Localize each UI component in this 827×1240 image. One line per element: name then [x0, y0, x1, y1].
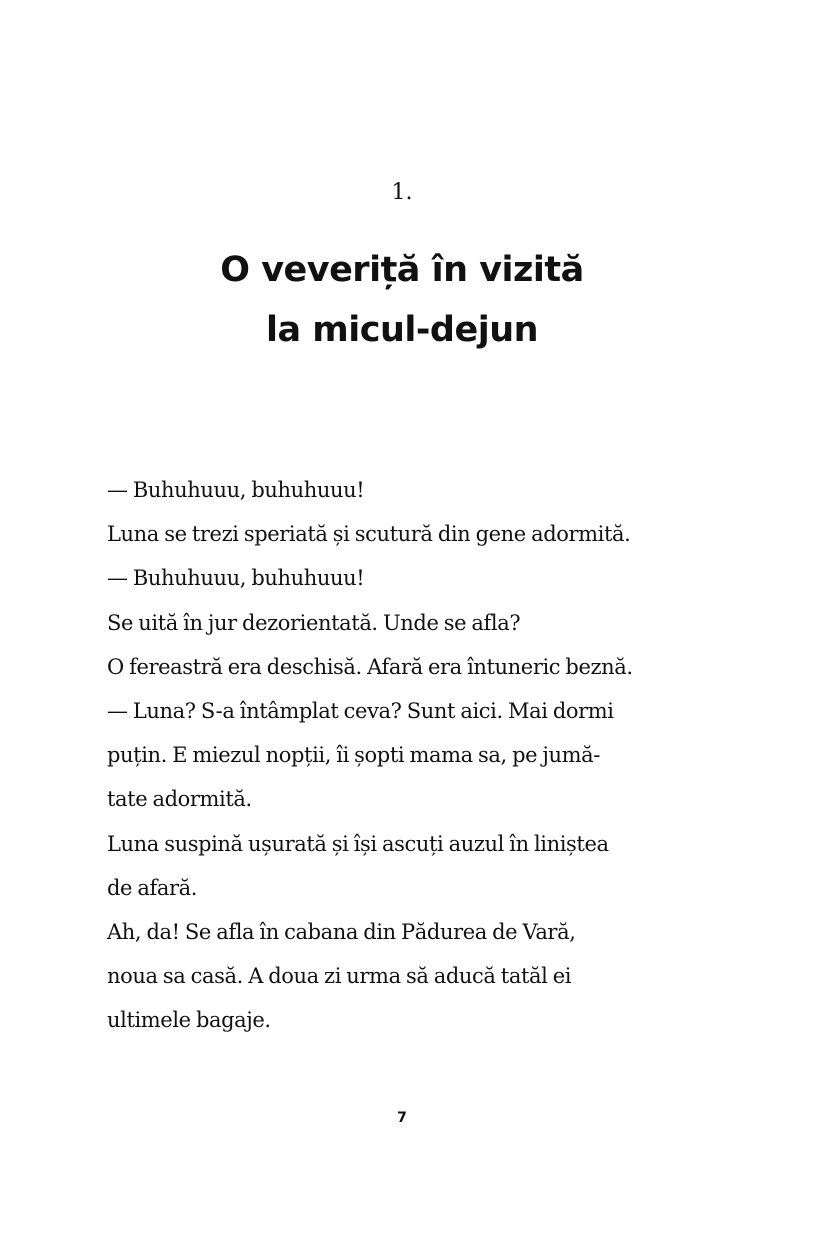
chapter-title-line: la micul-dejun — [265, 310, 539, 350]
text-line: de afară. — [107, 875, 197, 900]
text-line: puțin. E miezul nopții, îi șopti mama sa, pe jumă- — [107, 743, 600, 768]
body-text — [107, 468, 707, 1043]
chapter-number: 1. — [391, 180, 413, 205]
text-line: noua sa casă. A doua zi urma să aducă tatăl ei — [107, 964, 572, 989]
text-line: O fereastră era deschisă. Afară era întuneric beznă. — [107, 654, 633, 679]
text-line: — Luna? S-a întâmplat ceva? Sunt aici. Mai dormi — [107, 699, 614, 724]
text-line: Luna se trezi speriată și scutură din gene adormită. — [107, 522, 631, 547]
text-line: — Buhuhuuu, buhuhuuu! — [107, 478, 365, 502]
chapter-title-line: O veveriță în vizită — [220, 250, 584, 290]
text-line: Se uită în jur dezorientată. Unde se afla? — [107, 610, 521, 635]
text-line: ultimele bagaje. — [107, 1008, 271, 1033]
text-line: — Buhuhuuu, buhuhuuu! — [107, 566, 365, 591]
text-line: Ah, da! Se afla în cabana din Pădurea de Vară, — [107, 920, 576, 945]
text-line: tate adormită. — [107, 787, 252, 812]
chapter-title — [0, 240, 804, 360]
text-line: Luna suspină ușurată și își ascuți auzul în liniștea — [107, 831, 609, 856]
page-number: 7 — [397, 1110, 407, 1126]
